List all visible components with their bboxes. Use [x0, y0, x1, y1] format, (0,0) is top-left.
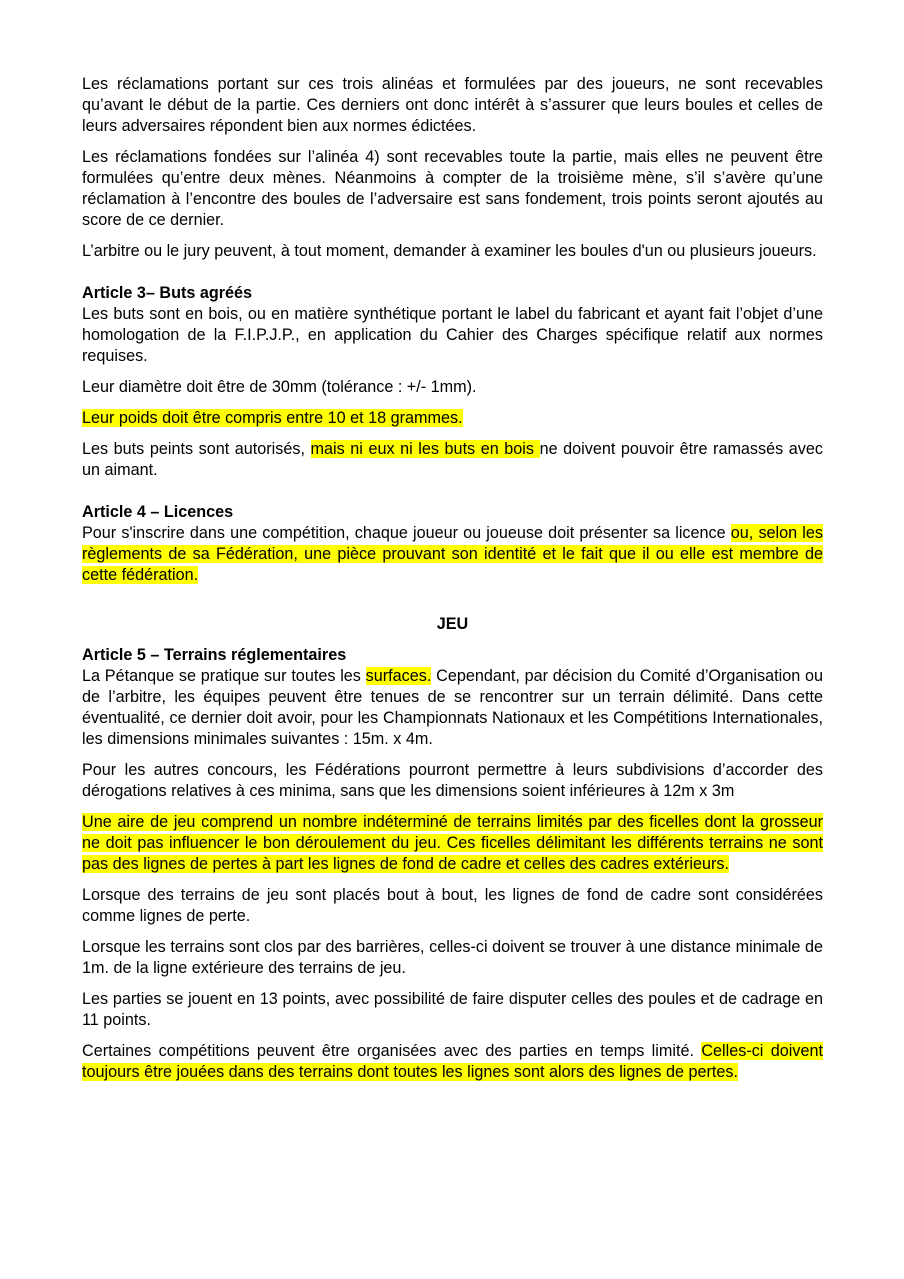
article-3-paragraph-2: Leur diamètre doit être de 30mm (tolérance : +/- 1mm).: [82, 378, 477, 396]
text-run: ne doivent pouvoir être ramassés avec un aimant.: [82, 440, 823, 479]
text-run: Les buts peints sont autorisés,: [82, 440, 311, 458]
paragraph-arbitre: L’arbitre ou le jury peuvent, à tout moment, demander à examiner les boules d'un ou plusieurs joueurs.: [82, 242, 817, 260]
article-5-paragraph-6: Les parties se jouent en 13 points, avec possibilité de faire disputer celles des poules et de cadrage en 11 points.: [82, 990, 823, 1029]
article-5-heading: Article 5 – Terrains réglementaires: [82, 646, 347, 664]
article-5-paragraph-7: [82, 1041, 823, 1083]
paragraph-reclamations-2: Les réclamations fondées sur l’alinéa 4) sont recevables toute la partie, mais elles ne peuvent être formulées qu’entre deux mènes. Néanmoins à compter de la troisième mène, s’il s’avère qu’une réclamation à l’encontre des boules de l’adversaire est sans fondement, trois points seront ajoutés au score de ce dernier.: [82, 148, 823, 229]
article-3-heading: Article 3– Buts agréés: [82, 284, 253, 302]
highlighted-text: surfaces.: [365, 667, 432, 685]
highlighted-text: Une aire de jeu comprend un nombre indéterminé de terrains limités par des ficelles dont la grosseur ne doit pas influencer le bon déroulement du jeu. Ces ficelles délimitant les différents terrains ne sont pas des lignes de pertes à part les lignes de fond de cadre et celles des cadres extérieurs.: [82, 813, 823, 873]
article-5-paragraph-2: Pour les autres concours, les Fédérations pourront permettre à leurs subdivisions d’accorder des dérogations relatives à ces minima, sans que les dimensions soient inférieures à 12m x 3m: [82, 761, 823, 800]
text-run: Cependant, par décision du Comité d’Organisation ou de l’arbitre, les équipes peuvent être tenues de se rencontrer sur un terrain délimité. Dans cette éventualité, ce dernier doit avoir, pour les Championnats Nationaux et les Compétitions Internationales, les dimensions minimales suivantes : 15m. x 4m.: [82, 667, 823, 748]
paragraph-reclamations-1: Les réclamations portant sur ces trois alinéas et formulées par des joueurs, ne sont recevables qu’avant le début de la partie. Ces derniers ont donc intérêt à s’assurer que leurs boules et celles de leurs adversaires répondent bien aux normes édictées.: [82, 75, 823, 135]
article-5-paragraph-5: Lorsque les terrains sont clos par des barrières, celles-ci doivent se trouver à une distance minimale de 1m. de la ligne extérieure des terrains de jeu.: [82, 938, 823, 977]
highlighted-text: Celles-ci doivent toujours être jouées dans des terrains dont toutes les lignes sont alors des lignes de pertes.: [82, 1042, 823, 1081]
text-run: Certaines compétitions peuvent être organisées avec des parties en temps limité.: [82, 1042, 702, 1060]
highlighted-text: ou, selon les règlements de sa Fédération, une pièce prouvant son identité et le fait que il ou elle est membre de cette fédération.: [82, 524, 823, 584]
text-run: Pour s'inscrire dans une compétition, chaque joueur ou joueuse doit présenter sa licence: [82, 524, 731, 542]
article-5-paragraph-4: Lorsque des terrains de jeu sont placés bout à bout, les lignes de fond de cadre sont considérées comme lignes de perte.: [82, 886, 823, 925]
article-3-paragraph-1: Les buts sont en bois, ou en matière synthétique portant le label du fabricant et ayant fait l’objet d’une homologation de la F.I.P.J.P., en application du Cahier des Charges spécifique relatif aux normes requises.: [82, 305, 823, 365]
article-3-paragraph-3: [82, 408, 823, 429]
article-5-paragraph-3: [82, 812, 823, 875]
text-run: La Pétanque se pratique sur toutes les: [82, 667, 366, 685]
article-5-paragraph-1: [82, 666, 823, 750]
highlighted-text: mais ni eux ni les buts en bois: [310, 440, 540, 458]
article-4-paragraph-1: [82, 523, 823, 586]
highlighted-text: Leur poids doit être compris entre 10 et 18 grammes.: [82, 409, 463, 427]
section-title-jeu: JEU: [436, 615, 469, 633]
article-3-paragraph-4: [82, 439, 823, 481]
article-4-heading: Article 4 – Licences: [82, 503, 234, 521]
document-page: [82, 74, 823, 1083]
